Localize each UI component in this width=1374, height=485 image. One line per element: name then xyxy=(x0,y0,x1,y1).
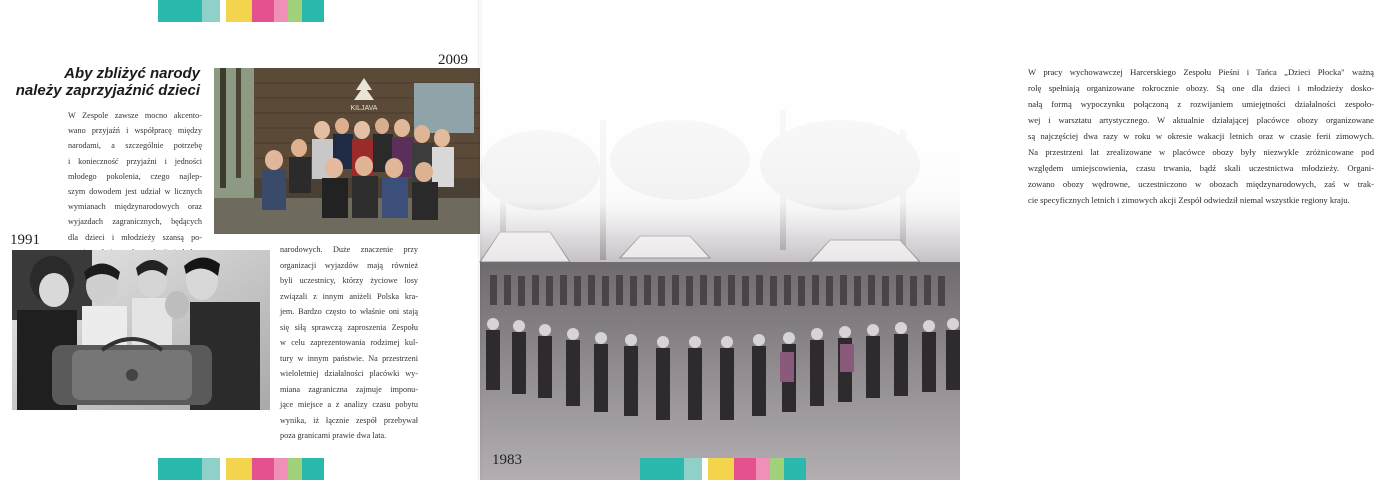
color-stripe xyxy=(226,0,252,22)
photo-1991-boys-with-bag xyxy=(12,250,270,410)
photo-2009-illustration xyxy=(214,68,480,234)
color-stripe xyxy=(226,458,252,480)
text-line: zowano obozy wędrowne, uczestniczono w obozach międzynarodowych, zaś w trak- xyxy=(1028,179,1374,189)
text-line: wano przyjaźń i współpracę między xyxy=(68,126,202,136)
text-line: w celu zaprezentowania rodzimej kul- xyxy=(280,338,418,347)
text-line: poza granicami prawie dwa lata. xyxy=(280,431,387,440)
text-line: dla dzieci i młodzieży szansą po- xyxy=(68,232,202,242)
top-color-stripes-left xyxy=(158,0,324,22)
year-label-1983: 1983 xyxy=(492,452,522,468)
photo-2009-group xyxy=(214,68,480,234)
text-line: wymianach międzynarodowych oraz xyxy=(68,202,202,212)
text-line: organizacji wyjazdów mają również xyxy=(280,260,418,270)
text-line: i konieczność przyjaźni i jedności xyxy=(68,156,202,166)
text-line: tury w innym państwie. Na przestrzeni xyxy=(280,353,418,363)
intro-paragraph xyxy=(68,108,202,260)
color-stripe xyxy=(274,0,288,22)
color-stripe xyxy=(274,458,288,480)
text-line: młodego pokolenia, czego najlep- xyxy=(68,171,202,181)
photo-1983-camp-circle xyxy=(480,0,960,480)
text-line: Na przestrzeni lat zrealizowane w placówce obozy były niezwykle zróżnicowane pod xyxy=(1028,147,1374,157)
text-line: wej i warsztatu artystycznego. W aktualnie działającej placówce obozy organizowane xyxy=(1028,115,1374,125)
color-stripe xyxy=(756,458,770,480)
text-line: narodami, a szczególnie potrzebę xyxy=(68,141,202,151)
color-stripe xyxy=(734,458,756,480)
color-stripe xyxy=(202,458,220,480)
color-stripe xyxy=(784,458,806,480)
color-stripe xyxy=(302,458,324,480)
left-page xyxy=(0,0,480,480)
text-line: jące miejsce a z analizy czasu pobytu xyxy=(280,400,418,409)
color-stripe xyxy=(288,458,302,480)
color-stripe xyxy=(202,0,220,22)
sign-text: KILJAVA xyxy=(350,105,378,112)
text-line: wynika, iż łącznie zespół przebywał xyxy=(280,415,418,425)
text-line: W pracy wychowawczej Harcerskiego Zespołu Pieśni i Tańca „Dzieci Płocka" ważną xyxy=(1028,67,1374,77)
page-spine xyxy=(478,0,482,480)
text-line: wyjazdach zagranicznych, będących xyxy=(68,217,202,227)
color-stripe xyxy=(708,458,734,480)
bottom-color-stripes-left xyxy=(158,458,324,480)
color-stripe xyxy=(158,0,202,22)
text-line: się siłą sprawczą zaproszenia Zespołu xyxy=(280,322,418,332)
text-line: miana zagraniczna zajmuje imponu- xyxy=(280,384,418,394)
text-line: jem. Bardzo często to właśnie oni stają xyxy=(280,307,418,316)
text-line: wieloletniej działalności placówki wy- xyxy=(280,369,418,378)
heading-line-1: Aby zbliżyć narody xyxy=(64,65,200,82)
text-line: cie specyficznych letnich i zimowych akcji Zespół odwiedził niemal wszystkie regiony kraju. xyxy=(1028,195,1350,205)
text-line: byli uczestnicy, którzy życiowe losy xyxy=(280,276,418,285)
year-label-2009: 2009 xyxy=(438,52,468,68)
text-line: względem umiejscowienia, czasu trwania, bądź skali uczestnictwa młodzieży. Organi- xyxy=(1028,163,1374,173)
right-page xyxy=(480,0,1374,480)
section-heading xyxy=(10,65,200,99)
color-stripe xyxy=(288,0,302,22)
color-stripe xyxy=(302,0,324,22)
text-line: rolę spełniają organizowane rokrocznie obozy. Są one dla dzieci i młodzieży dosko- xyxy=(1028,83,1374,93)
text-line: narodowych. Duże znaczenie przy xyxy=(280,245,418,254)
color-stripe xyxy=(640,458,684,480)
color-stripe xyxy=(770,458,784,480)
photo-1991-illustration xyxy=(12,250,270,410)
text-line: W Zespole zawsze mocno akcento- xyxy=(68,111,202,120)
camps-paragraph xyxy=(1028,64,1374,208)
text-line: są najczęściej dwa razy w roku w okresie wakacji letnich oraz w czasie ferii zimowych. xyxy=(1028,131,1374,141)
color-stripe xyxy=(252,458,274,480)
continuation-paragraph xyxy=(280,242,418,444)
heading-line-2: należy zaprzyjaźnić dzieci xyxy=(15,82,200,99)
bottom-color-stripes-right xyxy=(640,458,806,480)
color-stripe xyxy=(158,458,202,480)
text-line: związali z innym aniżeli Polska kra- xyxy=(280,291,418,301)
year-label-1991: 1991 xyxy=(10,232,40,248)
color-stripe xyxy=(252,0,274,22)
text-line: nałą formą wypoczynku połączoną z rozwijaniem umiejętności działalności zespoło- xyxy=(1028,99,1374,109)
photo-1983-illustration xyxy=(480,0,960,480)
color-stripe xyxy=(684,458,702,480)
text-line: szym dowodem jest udział w licznych xyxy=(68,187,202,197)
